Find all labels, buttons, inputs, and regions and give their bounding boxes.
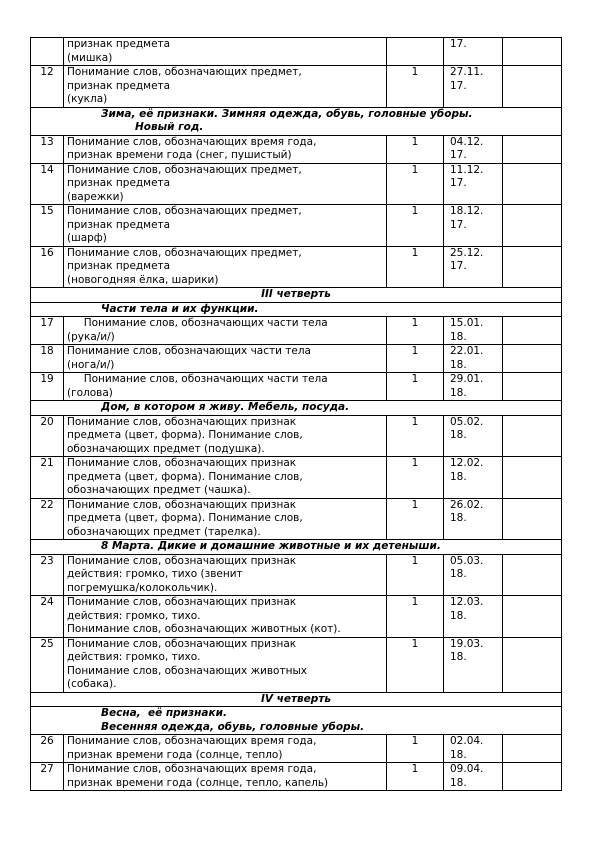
lesson-row [31,498,562,540]
lesson-number: 17 [31,317,64,345]
date-line: 18. [450,330,467,343]
lesson-date [444,345,503,373]
topic-line: Понимание слов, обозначающих время года, [67,763,317,775]
section-heading-row [31,540,562,555]
section-heading [31,401,562,416]
topic-line: признак времени года (солнце, тепло) [67,748,283,761]
topic-line: (шарф) [67,232,107,244]
lesson-note [503,66,562,108]
date-line: 17. [450,260,467,272]
lesson-hours: 1 [387,373,444,401]
lesson-hours: 1 [387,246,444,288]
date-line: 09.04. [450,763,484,775]
date-line: 17. [450,149,467,161]
topic-line: Понимание слов, обозначающих предмет, [67,163,302,176]
lesson-date [444,373,503,401]
lesson-topic [64,205,387,247]
lesson-topic [64,345,387,373]
date-line: 18. [450,386,467,399]
lesson-note [503,373,562,401]
topic-line: признак времени года (снег, пушистый) [67,149,292,161]
date-line: 27.11. [450,66,484,78]
lesson-hours: 1 [387,66,444,108]
lesson-hours: 1 [387,735,444,763]
lesson-date [444,498,503,540]
topic-line: обозначающих предмет (подушка). [67,442,265,455]
lesson-row [31,637,562,692]
lesson-note [503,637,562,692]
lesson-number: 27 [31,763,64,791]
topic-line: (рука/и/) [67,330,115,343]
lesson-date [444,763,503,791]
date-line: 18. [450,651,467,663]
topic-line: Понимание слов, обозначающих время года, [67,135,317,148]
quarter-heading: IV четверть [31,692,562,707]
topic-line: Понимание слов, обозначающих признак [67,554,297,567]
lesson-note [503,554,562,596]
lesson-date [444,205,503,247]
lesson-hours: 1 [387,763,444,791]
date-line: 17. [450,79,467,92]
lesson-row [31,317,562,345]
lesson-number: 20 [31,415,64,457]
lesson-number: 25 [31,637,64,692]
section-heading-line: Весна, её признаки. [101,707,227,719]
lesson-date [444,637,503,692]
topic-line: Понимание слов, обозначающих предмет, [67,246,302,259]
topic-line: обозначающих предмет (чашка). [67,484,251,496]
lesson-number: 12 [31,66,64,108]
date-line: 18. [450,776,467,789]
section-heading-line: 8 Марта. Дикие и домашние животные и их детеныши. [101,540,441,552]
lesson-hours [387,38,444,66]
date-line: 19.03. [450,637,484,650]
lesson-row [31,554,562,596]
lesson-date [444,735,503,763]
section-heading-line: Новый год. [135,121,204,133]
lesson-hours: 1 [387,317,444,345]
lesson-note [503,345,562,373]
section-heading-line: Весенняя одежда, обувь, головные уборы. [101,720,365,733]
date-line: 18.12. [450,205,484,217]
lesson-note [503,596,562,638]
lesson-number [31,38,64,66]
date-line: 29.01. [450,373,484,385]
lesson-topic [64,637,387,692]
lesson-hours: 1 [387,345,444,373]
topic-line: Понимание слов, обозначающих признак [67,637,297,650]
lesson-plan-body [31,38,562,791]
section-heading-line: Части тела и их функции. [101,302,259,315]
lesson-date [444,66,503,108]
lesson-hours: 1 [387,457,444,499]
date-line: 12.03. [450,596,484,608]
topic-line: Понимание слов, обозначающих животных [67,664,307,677]
lesson-number: 22 [31,498,64,540]
lesson-topic [64,415,387,457]
lesson-hours: 1 [387,415,444,457]
quarter-heading: III четверть [31,288,562,303]
date-line: 12.02. [450,457,484,469]
section-heading-row [31,107,562,135]
date-line: 25.12. [450,246,484,259]
topic-line: действия: громко, тихо. [67,609,201,622]
lesson-number: 21 [31,457,64,499]
topic-line: признак предмета [67,38,171,50]
lesson-number: 19 [31,373,64,401]
date-line: 04.12. [450,135,484,148]
lesson-hours: 1 [387,205,444,247]
lesson-topic [64,457,387,499]
date-line: 18. [450,512,467,524]
date-line: 17. [450,38,467,50]
lesson-row [31,415,562,457]
lesson-date [444,596,503,638]
date-line: 18. [450,358,467,371]
lesson-topic [64,554,387,596]
lesson-hours: 1 [387,135,444,163]
lesson-hours: 1 [387,554,444,596]
lesson-topic [64,317,387,345]
lesson-note [503,498,562,540]
topic-line: признак предмета [67,177,171,189]
date-line: 22.01. [450,345,484,357]
topic-line: предмета (цвет, форма). Понимание слов, [67,512,303,524]
lesson-number: 18 [31,345,64,373]
section-heading-row [31,401,562,416]
lesson-date [444,317,503,345]
topic-line: признак предмета [67,79,171,92]
topic-line: признак времени года (солнце, тепло, капель) [67,776,329,789]
topic-line: (новогодняя ёлка, шарики) [67,273,219,286]
topic-line: Понимание слов, обозначающих части тела [67,373,328,385]
lesson-row [31,735,562,763]
topic-line: (кукла) [67,93,108,105]
topic-line: погремушка/колокольчик). [67,581,218,594]
lesson-row [31,66,562,108]
topic-line: Понимание слов, обозначающих части тела [67,345,311,357]
lesson-row [31,373,562,401]
lesson-topic [64,735,387,763]
section-heading-line: Зима, её признаки. Зимняя одежда, обувь, головные уборы. [101,107,473,120]
lesson-number: 23 [31,554,64,596]
lesson-note [503,457,562,499]
lesson-note [503,38,562,66]
topic-line: предмета (цвет, форма). Понимание слов, [67,470,303,483]
lesson-note [503,415,562,457]
topic-line: (голова) [67,386,113,399]
topic-line: (мишка) [67,51,113,64]
lesson-date [444,415,503,457]
section-heading-line: Дом, в котором я живу. Мебель, посуда. [101,401,350,413]
lesson-hours: 1 [387,637,444,692]
topic-line: Понимание слов, обозначающих животных (кот). [67,623,341,635]
lesson-number: 15 [31,205,64,247]
topic-line: Понимание слов, обозначающих признак [67,457,297,469]
topic-line: Понимание слов, обозначающих признак [67,415,297,428]
section-heading-row [31,302,562,317]
lesson-date [444,457,503,499]
lesson-number: 24 [31,596,64,638]
lesson-note [503,735,562,763]
lesson-row [31,596,562,638]
lesson-topic [64,373,387,401]
date-line: 18. [450,568,467,580]
lesson-note [503,317,562,345]
date-line: 17. [450,177,467,189]
lesson-row [31,457,562,499]
topic-line: признак предмета [67,218,171,231]
section-heading [31,107,562,135]
lesson-hours: 1 [387,163,444,205]
date-line: 17. [450,218,467,231]
lesson-row [31,135,562,163]
section-heading [31,302,562,317]
date-line: 05.02. [450,415,484,428]
lesson-topic [64,66,387,108]
lesson-number: 16 [31,246,64,288]
lesson-row [31,205,562,247]
topic-line: Понимание слов, обозначающих время года, [67,735,317,747]
lesson-topic [64,763,387,791]
topic-line: (нога/и/) [67,358,115,371]
lesson-hours: 1 [387,498,444,540]
lesson-topic [64,163,387,205]
lesson-topic [64,38,387,66]
date-line: 05.03. [450,554,484,567]
topic-line: Понимание слов, обозначающих предмет, [67,205,302,217]
section-heading [31,540,562,555]
topic-line: (собака). [67,678,117,690]
topic-line: предмета (цвет, форма). Понимание слов, [67,429,303,441]
date-line: 11.12. [450,163,484,176]
lesson-number: 26 [31,735,64,763]
lesson-date [444,163,503,205]
lesson-topic [64,498,387,540]
lesson-note [503,135,562,163]
date-line: 15.01. [450,317,484,329]
lesson-note [503,163,562,205]
lesson-note [503,763,562,791]
date-line: 18. [450,609,467,622]
topic-line: обозначающих предмет (тарелка). [67,525,261,538]
lesson-note [503,246,562,288]
date-line: 02.04. [450,735,484,747]
topic-line: признак предмета [67,260,171,272]
date-line: 18. [450,429,467,441]
topic-line: действия: громко, тихо (звенит [67,568,243,580]
topic-line: Понимание слов, обозначающих признак [67,596,297,608]
quarter-heading-row [31,692,562,707]
lesson-date [444,135,503,163]
lesson-note [503,205,562,247]
quarter-heading-row [31,288,562,303]
date-line: 26.02. [450,498,484,511]
lesson-topic [64,596,387,638]
lesson-topic [64,246,387,288]
lesson-number: 13 [31,135,64,163]
lesson-row [31,345,562,373]
section-heading [31,707,562,735]
lesson-row [31,763,562,791]
date-line: 18. [450,748,467,761]
section-heading-row [31,707,562,735]
lesson-date [444,554,503,596]
lesson-row [31,38,562,66]
lesson-row [31,163,562,205]
topic-line: Понимание слов, обозначающих признак [67,498,297,511]
lesson-hours: 1 [387,596,444,638]
topic-line: Понимание слов, обозначающих части тела [67,317,328,329]
lesson-date [444,246,503,288]
lesson-number: 14 [31,163,64,205]
lesson-topic [64,135,387,163]
topic-line: Понимание слов, обозначающих предмет, [67,66,302,78]
lesson-date [444,38,503,66]
lesson-row [31,246,562,288]
topic-line: (варежки) [67,190,124,203]
topic-line: действия: громко, тихо. [67,651,201,663]
lesson-plan-table [30,37,562,791]
date-line: 18. [450,470,467,483]
